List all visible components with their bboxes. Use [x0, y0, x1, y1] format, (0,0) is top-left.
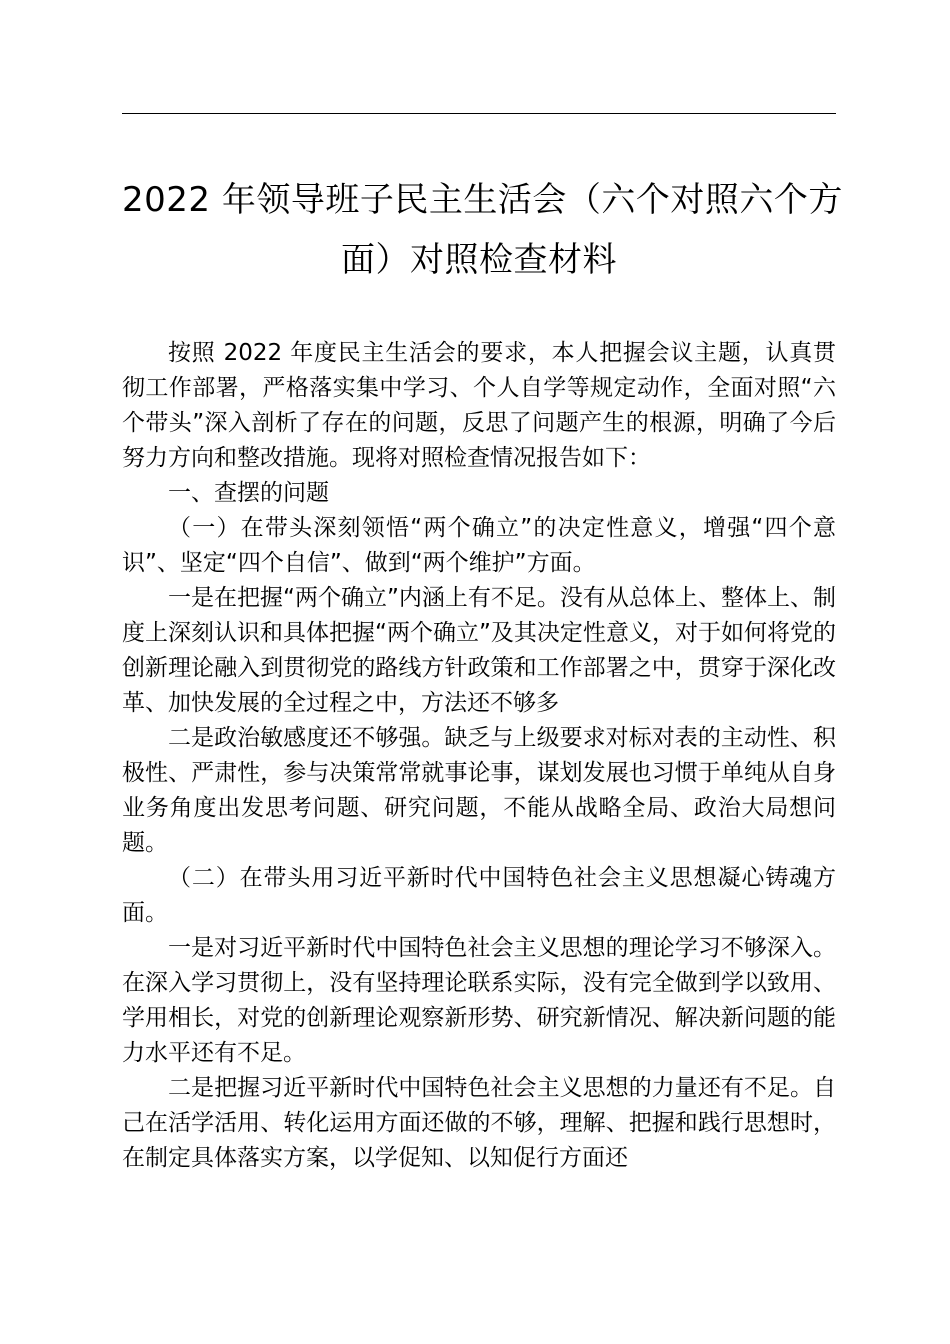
paragraph: 二是政治敏感度还不够强。缺乏与上级要求对标对表的主动性、积极性、严肃性，参与决策常常就事论事，谋划发展也习惯于单纯从自身业务角度出发思考问题、研究问题，不能从战略全局、政治大局想问题。	[122, 725, 836, 856]
paragraph: 一是在把握“两个确立”内涵上有不足。没有从总体上、整体上、制度上深刻认识和具体把握“两个确立”及其决定性意义，对于如何将党的创新理论融入到贯彻党的路线方针政策和工作部署之中，贯穿于深化改革、加快发展的全过程之中，方法还不够多	[122, 585, 836, 716]
header-rule	[122, 113, 836, 114]
subsection-heading-2: （二）在带头用习近平新时代中国特色社会主义思想凝心铸魂方面。	[122, 865, 836, 926]
paragraph: 一是对习近平新时代中国特色社会主义思想的理论学习不够深入。在深入学习贯彻上，没有坚持理论联系实际，没有完全做到学以致用、学用相长，对党的创新理论观察新形势、研究新情况、解决新问题的能力水平还有不足。	[122, 935, 836, 1066]
title-line-1: 2022 年领导班子民主生活会（六个对照六个方	[122, 180, 843, 220]
section-heading: 一、查摆的问题	[168, 480, 329, 506]
paragraph: 二是把握习近平新时代中国特色社会主义思想的力量还有不足。自己在活学活用、转化运用方面还做的不够，理解、把握和践行思想时，在制定具体落实方案，以学促知、以知促行方面还	[122, 1075, 836, 1171]
subsection-heading-1: （一）在带头深刻领悟“两个确立”的决定性意义，增强“四个意识”、坚定“四个自信”、做到“两个维护”方面。	[122, 515, 836, 576]
paragraph-intro: 按照 2022 年度民主生活会的要求，本人把握会议主题，认真贯彻工作部署，严格落实集中学习、个人自学等规定动作，全面对照“六个带头”深入剖析了存在的问题，反思了问题产生的根源，明确了今后努力方向和整改措施。现将对照检查情况报告如下：	[122, 340, 836, 471]
document-title	[122, 170, 843, 290]
document-body	[122, 336, 836, 1176]
title-line-2: 面）对照检查材料	[341, 240, 617, 280]
